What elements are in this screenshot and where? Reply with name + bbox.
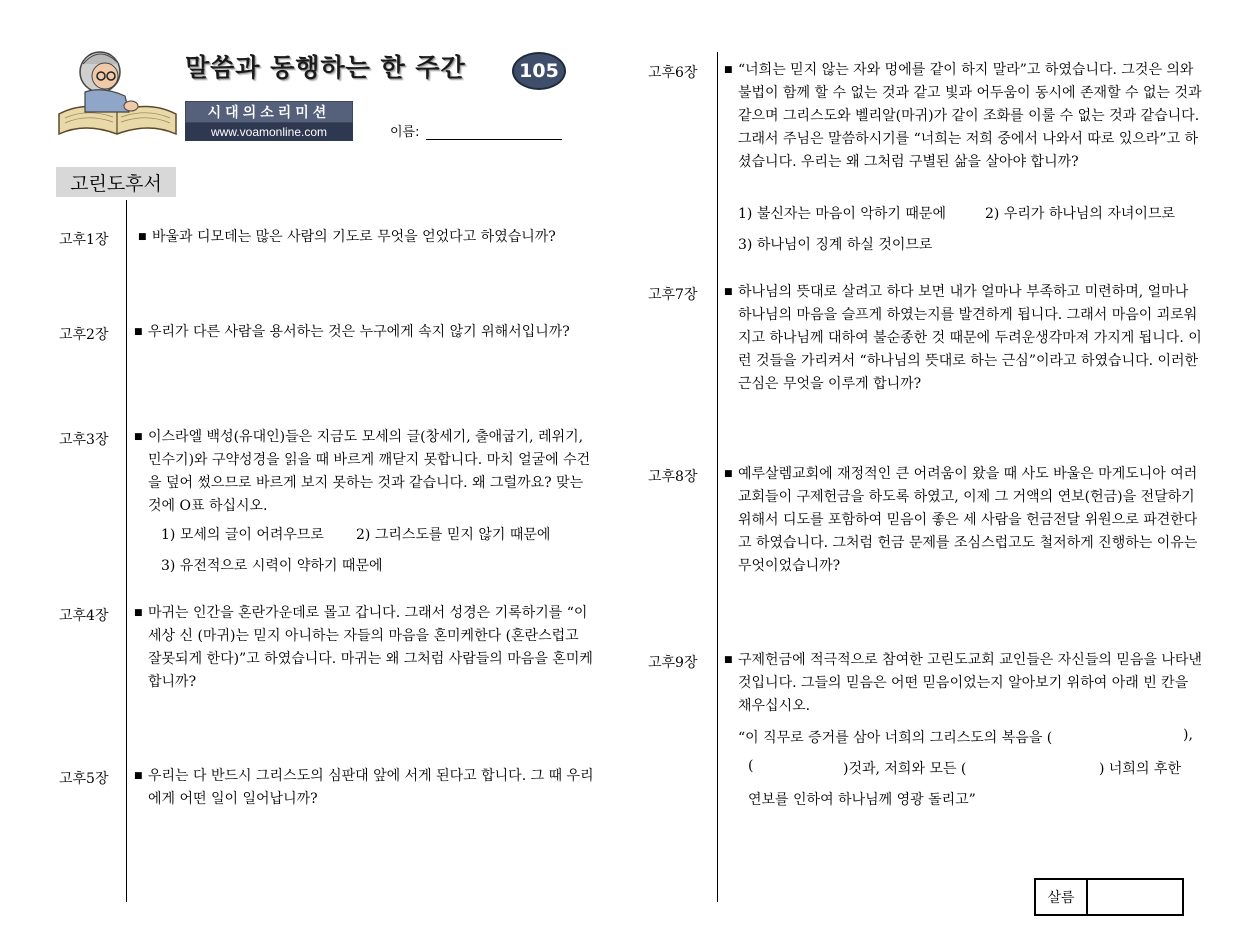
question-3-text: 이스라엘 백성(유대인)들은 지금도 모세의 글(창세기, 출애굽기, 레위기, 민수기)와 구약성경을 읽을 때 바르게 깨닫지 못합니다. 마치 얼굴에 수건을 덮어 썼으므로 바르게 보지 못하는 것과 같습니다. 왜 그럴까요? 맞는 것에 O표 하십시오. <box>148 429 591 514</box>
chapter-label: 고후9장 <box>648 655 698 671</box>
salreum-label: 살름 <box>1036 880 1088 914</box>
question-8-text: 예루살렘교회에 재정적인 큰 어려움이 왔을 때 사도 바울은 마게도니아 여러 교회들이 구제헌금을 하도록 하였고, 이제 그 거액의 연보(헌금)을 전달하기 위해서 디도를 포함하여 믿음이 좋은 세 사람을 헌금전달 위원으로 파견한다고 하였습니다. 그처럼 헌금 문제를 조심스럽고도 철저하게 진행하는 이유는 무엇이었습니까? <box>738 466 1198 574</box>
fill-blank-part: ), <box>1183 727 1193 743</box>
question-7-text: 하나님의 뜻대로 살려고 하다 보면 내가 얼마나 부족하고 미련하며, 얼마나 하나님의 마음을 슬프게 하였는지를 발견하게 됩니다. 그래서 마음이 괴로워지고 하나님께 대하여 불순종한 것 때문에 두려운생각마져 가지게 됩니다. 이런 것들을 가리켜서 “하나님의 뜻대로 하는 근심”이라고 하였습니다. 이러한 근심은 무엇을 이루게 합니까? <box>738 284 1202 392</box>
question-text <box>724 649 1202 718</box>
brand-name: 시대의소리미션 <box>185 101 353 123</box>
bullet-icon: ■ <box>724 287 733 297</box>
option-3: 3) 하나님이 징계 하실 것이므로 <box>738 237 933 253</box>
chapter-label: 고후5장 <box>59 771 109 787</box>
question-4-text: 마귀는 인간을 혼란가운데로 몰고 갑니다. 그래서 성경은 기록하기를 “이 세상 신 (마귀)는 믿지 아니하는 자들의 마음을 혼미케한다 (혼란스럽고 잘못되게 한다)”고 하였습니다. 마귀는 왜 그처럼 사람들의 마음을 혼미케 합니까? <box>148 605 593 690</box>
question-text <box>134 602 594 694</box>
chapter-label: 고후2장 <box>59 327 109 343</box>
name-label: 이름: <box>390 125 420 140</box>
chapter-label: 고후4장 <box>59 608 109 624</box>
salreum-input-area[interactable] <box>1088 880 1182 914</box>
fill-blank-part: ( <box>748 758 754 774</box>
question-text <box>724 281 1202 396</box>
salreum-box <box>1034 878 1184 916</box>
bullet-icon: ■ <box>724 655 733 665</box>
chapter-label: 고후6장 <box>648 65 698 81</box>
fill-blank-part: “이 직무로 증거를 삼아 너희의 그리스도의 복음을 ( <box>738 730 1053 746</box>
bullet-icon: ■ <box>134 432 143 442</box>
question-text <box>138 226 602 249</box>
bullet-icon: ■ <box>724 469 733 479</box>
option-1: 1) 불신자는 마음이 악하기 때문에 <box>738 206 946 222</box>
bullet-icon: ■ <box>138 232 147 242</box>
right-column-divider <box>717 52 718 902</box>
question-2-text: 우리가 다른 사람을 용서하는 것은 누구에게 속지 않기 위해서입니까? <box>148 324 570 340</box>
bullet-icon: ■ <box>134 327 143 337</box>
brand-box <box>185 101 353 141</box>
question-9-text: 구제헌금에 적극적으로 참여한 고린도교회 교인들은 자신들의 믿음을 나타낸 것입니다. 그들의 믿음은 어떤 믿음이었는지 알아보기 위하여 아래 빈 칸을 채우십시오. <box>738 652 1202 714</box>
bullet-icon: ■ <box>134 608 143 618</box>
question-text <box>134 321 598 344</box>
chapter-label: 고후8장 <box>648 469 698 485</box>
question-5-text: 우리는 다 반드시 그리스도의 심판대 앞에 서게 된다고 합니다. 그 때 우리에게 어떤 일이 일어납니까? <box>148 768 594 807</box>
page-title: 말씀과 동행하는 한 주간 <box>185 53 466 82</box>
fill-blank-part: 연보를 인하여 하나님께 영광 돌리고” <box>748 792 976 808</box>
question-text <box>724 59 1202 174</box>
chapter-label: 고후1장 <box>59 232 109 248</box>
chapter-label: 고후7장 <box>648 287 698 303</box>
question-1-text: 바울과 디모데는 많은 사람의 기도로 무엇을 얻었다고 하였습니까? <box>152 229 556 245</box>
option-2: 2) 그리스도를 믿지 않기 때문에 <box>356 527 551 543</box>
option-1: 1) 모세의 글이 어려우므로 <box>161 527 324 543</box>
question-text <box>134 765 594 811</box>
reading-man-logo-icon <box>55 42 180 142</box>
question-text <box>724 463 1202 578</box>
section-title: 고린도후서 <box>56 167 176 197</box>
bullet-icon: ■ <box>134 771 143 781</box>
option-2: 2) 우리가 하나님의 자녀이므로 <box>985 206 1176 222</box>
chapter-label: 고후3장 <box>59 432 109 448</box>
name-field-line[interactable] <box>426 139 562 140</box>
fill-blank-part: ) 너희의 후한 <box>1099 761 1181 777</box>
brand-url: www.voamonline.com <box>185 123 353 141</box>
bullet-icon: ■ <box>724 65 733 75</box>
option-3: 3) 유전적으로 시력이 약하기 때문에 <box>161 558 383 574</box>
left-column-divider <box>126 200 127 902</box>
question-6-text: “너희는 믿지 않는 자와 멍에를 같이 하지 말라”고 하였습니다. 그것은 의와 불법이 함께 할 수 없는 것과 같고 빛과 어두움이 동시에 존재할 수 없는 것과 같으며 그리스도와 벨리알(마귀)가 같이 조화를 이룰 수 없는 것과 같습니다. 그래서 주님은 말씀하시기를 “너희는 저희 중에서 나와서 따로 있으라”고 하셨습니다. 우리는 왜 그처럼 구별된 삶을 살아야 합니까? <box>738 62 1202 170</box>
question-text <box>134 426 594 518</box>
fill-blank-part: )것과, 저희와 모든 ( <box>843 761 967 777</box>
issue-number-badge: 105 <box>512 52 566 90</box>
